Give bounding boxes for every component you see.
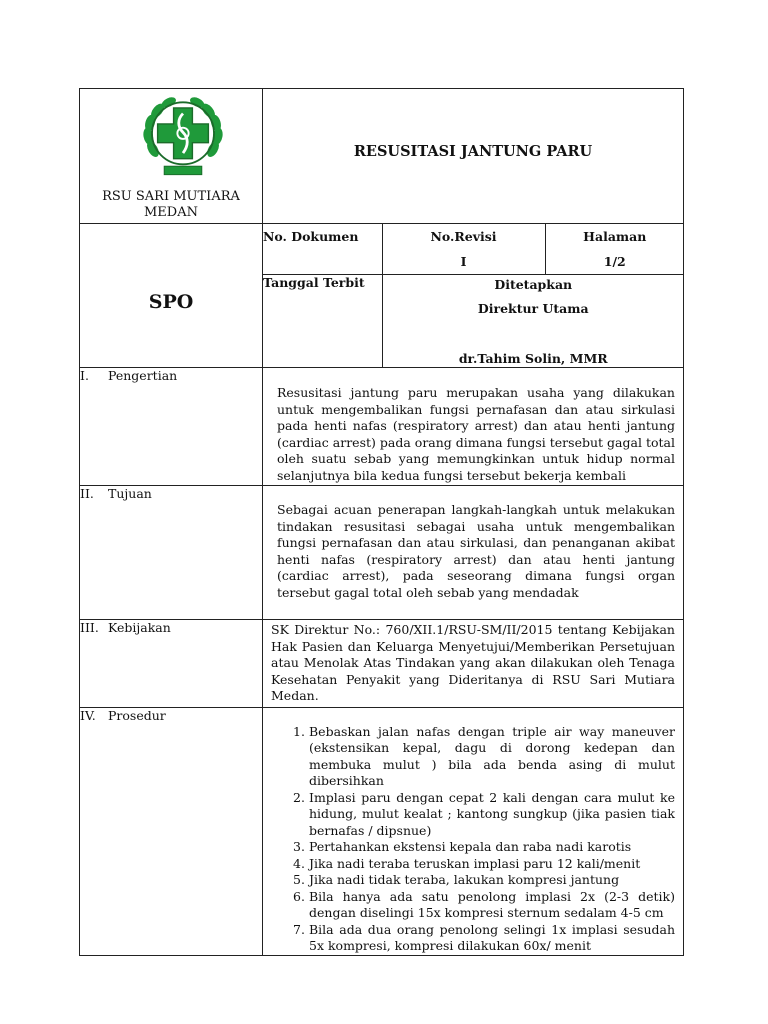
document-info-table: [263, 224, 684, 367]
procedure-steps: [263, 708, 683, 955]
section-body-pengertian: Resusitasi jantung paru merupakan usaha yang dilakukan untuk mengembalikan fungsi pernafasan dan atau sirkulasi pada henti nafas (respiratory arrest) dan atau henti jantung (cardiac arrest) pada orang dimana fungsi tersebut gagal total oleh suatu sebab yang memungkinkan untuk hidup normal selanjutnya bila kedua fungsi tersebut bekerja kembali: [263, 368, 684, 486]
procedure-step: 4. Jika nadi teraba teruskan implasi paru 12 kali/menit: [293, 855, 641, 871]
section-body-prosedur: [263, 707, 684, 955]
procedure-step: 6. Bila hanya ada satu penolong implasi 2x (2-3 detik) dengan diselingi 15x kompresi sternum sedalam 4-5 cm: [293, 888, 675, 920]
page-value: 1/2: [603, 254, 626, 269]
revision-value: I: [460, 254, 467, 269]
revision-header: No.Revisi I: [382, 224, 545, 275]
logo-cell: [80, 89, 263, 224]
procedure-step: 3. Pertahankan ekstensi kepala dan raba nadi karotis: [293, 839, 632, 854]
section-label-tujuan: II. Tujuan: [80, 486, 263, 620]
document-info-cell: [263, 224, 684, 368]
procedure-step: 5. Jika nadi tidak teraba, lakukan kompresi jantung: [293, 872, 620, 887]
issue-date-label: Tanggal Terbit: [263, 275, 382, 368]
procedure-step: 1. Bebaskan jalan nafas dengan triple air way maneuver (ekstensikan kepal, dagu di dorong kedepan dan membuka mulut ) bila ada benda asing di mulut dibersihkan: [293, 723, 675, 788]
signature-block: [382, 275, 684, 368]
director-name: dr.Tahim Solin, MMR: [458, 351, 608, 366]
set-by-label: Ditetapkan: [494, 277, 573, 292]
procedure-step: 2. Implasi paru dengan cepat 2 kali dengan cara mulut ke hidung, mulut kealat ; kantong sungkup (jika pasien tiak bernafas / dipsnue): [293, 789, 675, 838]
section-label-kebijakan: III. Kebijakan: [80, 620, 263, 708]
spo-label: SPO: [148, 291, 194, 313]
spo-document: [79, 88, 684, 956]
doc-number-header: No. Dokumen: [263, 224, 382, 275]
hospital-name: RSU SARI MUTIARA MEDAN: [102, 189, 240, 220]
spo-cell: [80, 224, 263, 368]
hospital-logo-icon: [136, 91, 230, 185]
page-header: Halaman 1/2: [545, 224, 684, 275]
title-cell: [263, 89, 684, 224]
procedure-step: 7. Bila ada dua orang penolong selingi 1x implasi sesudah 5x kompresi, kompresi dilakukan 60x/ menit: [293, 921, 675, 953]
section-body-tujuan: Sebagai acuan penerapan langkah-langkah untuk melakukan tindakan resusitasi sebagai usaha untuk mengembalikan fungsi pernafasan dan atau sirkulasi, dan penanganan akibat henti nafas (respiratory arrest) dan atau henti jantung (cardiac arrest), pada seseorang dimana fungsi organ tersebut gagal total oleh sebab yang mendadak: [263, 486, 684, 620]
document-title: RESUSITASI JANTUNG PARU: [353, 143, 593, 160]
section-label-pengertian: I. Pengertian: [80, 368, 263, 486]
section-label-prosedur: IV. Prosedur: [80, 707, 263, 955]
section-body-kebijakan: SK Direktur No.: 760/XII.1/RSU-SM/II/2015 tentang Kebijakan Hak Pasien dan Keluarga Menyetujui/Memberikan Persetujuan atau Menolak Atas Tindakan yang akan dilakukan oleh Tenaga Kesehatan Penyakit yang Dideritanya di RSU Sari Mutiara Medan.: [263, 620, 684, 708]
director-title: Direktur Utama: [477, 301, 589, 316]
